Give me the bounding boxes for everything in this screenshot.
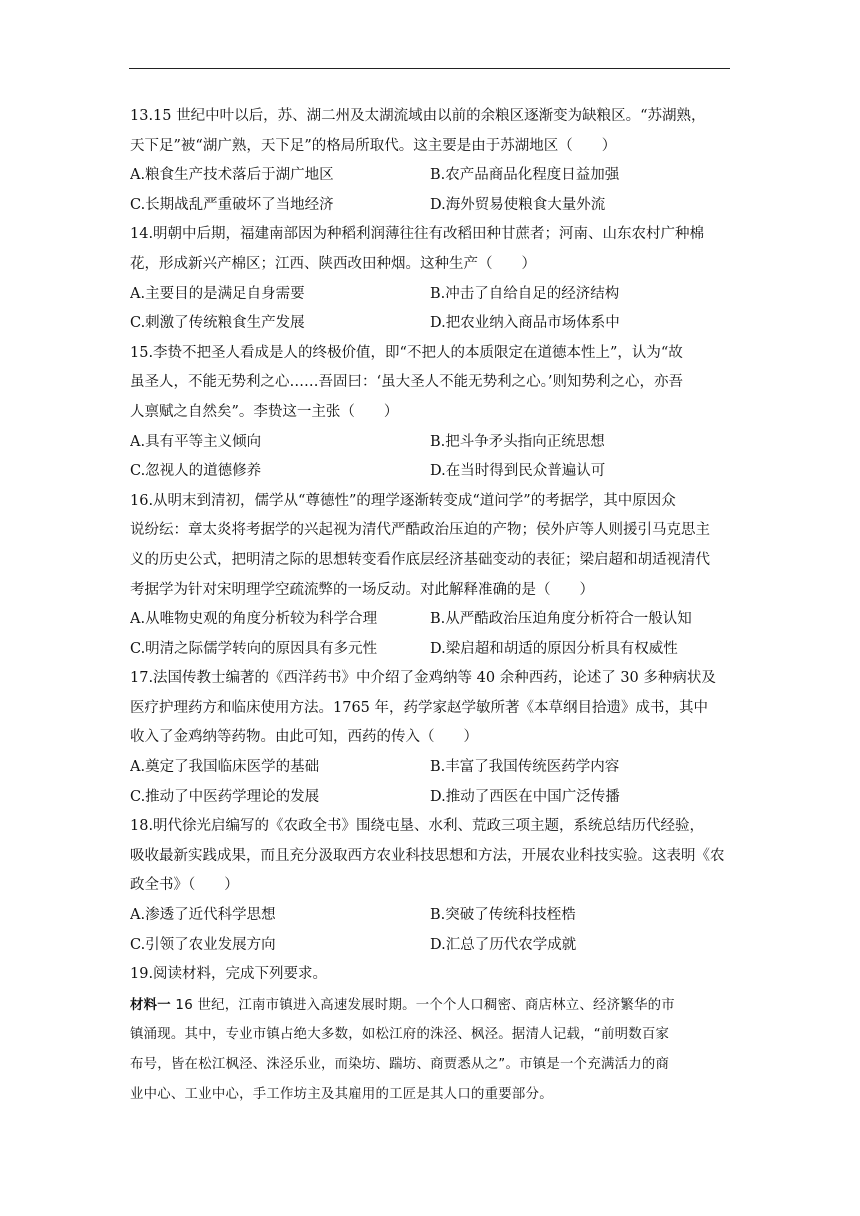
question-15-option-d: D.在当时得到民众普遍认可 (430, 463, 606, 480)
question-19 (130, 960, 732, 1109)
exam-content (130, 102, 732, 1109)
question-18 (130, 812, 732, 960)
header-rule (129, 68, 730, 69)
question-18-line-1: 18.明代徐光启编写的《农政全书》围绕屯垦、水利、荒政三项主题，系统总结历代经验， (130, 818, 705, 835)
question-18-line-2: 吸收最新实践成果，而且充分汲取西方农业科技思想和方法，开展农业科技实验。这表明《农 (130, 847, 725, 864)
question-14-option-d: D.把农业纳入商品市场体系中 (430, 315, 620, 332)
question-13-line-2: 天下足”被“湖广熟，天下足”的格局所取代。这主要是由于苏湖地区（ ） (130, 137, 617, 154)
question-17-line-1: 17.法国传教士编著的《西洋药书》中介绍了金鸡纳等 40 余种西药，论述了 30 多种病状及 (130, 670, 716, 687)
question-16-option-b: B.从严酷政治压迫角度分析符合一般认知 (430, 611, 692, 628)
question-14 (130, 220, 732, 338)
material-one-line-3: 布号，皆在松江枫泾、洙泾乐业，而染坊、踹坊、商贾悉从之”。市镇是一个充满活力的商 (130, 1057, 670, 1072)
question-15-option-a: A.具有平等主义倾向 (130, 433, 262, 450)
question-17 (130, 664, 732, 812)
question-17-option-c: C.推动了中医药学理论的发展 (130, 788, 320, 805)
question-18-option-a: A.渗透了近代科学思想 (130, 907, 276, 924)
question-16-options-row-2 (130, 635, 732, 665)
material-one-line-2: 镇涌现。其中，专业市镇占绝大多数，如松江府的洙泾、枫泾。据清人记载，“前明数百家 (130, 1027, 670, 1043)
question-17-line-2: 医疗护理药方和临床使用方法。1765 年，药学家赵学敏所著《本草纲目拾遗》成书，其中 (130, 699, 709, 716)
question-16-options-row-1 (130, 605, 732, 635)
question-13 (130, 102, 732, 220)
material-one-line-1 (130, 991, 732, 1021)
question-15-option-b: B.把斗争矛头指向正统思想 (430, 433, 605, 450)
question-17-line-3: 收入了金鸡纳等药物。由此可知，西药的传入（ ） (130, 729, 478, 746)
question-13-line-1: 13.15 世纪中叶以后，苏、湖二州及太湖流域由以前的余粮区逐渐变为缺粮区。“苏湖熟， (130, 108, 706, 124)
question-17-options-row-2 (130, 783, 732, 813)
question-14-option-a: A.主要目的是满足自身需要 (130, 285, 305, 302)
question-18-option-d: D.汇总了历代农学成就 (430, 936, 577, 953)
question-13-option-a: A.粮食生产技术落后于湖广地区 (130, 167, 334, 184)
question-16-line-2: 说纷纭：章太炎将考据学的兴起视为清代严酷政治压迫的产物；侯外庐等人则援引马克思主 (130, 522, 710, 539)
question-18-options-row-1 (130, 901, 732, 931)
question-15-options-row-2 (130, 457, 732, 487)
material-one-line-4: 业中心、工业中心，手工作坊主及其雇用的工匠是其人口的重要部分。 (130, 1086, 553, 1102)
question-16-option-c: C.明清之际儒学转向的原因具有多元性 (130, 640, 378, 657)
question-14-options-row-2 (130, 309, 732, 339)
question-14-options-row-1 (130, 280, 732, 310)
question-13-option-c: C.长期战乱严重破坏了当地经济 (130, 196, 334, 213)
question-16 (130, 487, 732, 665)
question-15-options-row-1 (130, 428, 732, 458)
question-17-options-row-1 (130, 753, 732, 783)
question-16-option-a: A.从唯物史观的角度分析较为科学合理 (130, 611, 378, 628)
question-13-options-row-2 (130, 191, 732, 221)
question-16-line-3: 义的历史公式，把明清之际的思想转变看作底层经济基础变动的表征；梁启超和胡适视清代 (130, 551, 710, 568)
question-15 (130, 339, 732, 487)
question-18-option-c: C.引领了农业发展方向 (130, 936, 276, 953)
material-one (130, 991, 732, 1109)
question-15-line-2: 虽圣人，不能无势利之心……吾固曰：‘虽大圣人不能无势利之心。’则知势利之心，亦吾 (130, 374, 683, 391)
question-17-option-b: B.丰富了我国传统医药学内容 (430, 759, 620, 776)
question-18-option-b: B.突破了传统科技桎梏 (430, 907, 576, 924)
question-15-line-3: 人禀赋之自然矣”。李贽这一主张（ ） (130, 403, 399, 420)
question-17-option-d: D.推动了西医在中国广泛传播 (430, 788, 620, 805)
question-16-line-4: 考据学为针对宋明理学空疏流弊的一场反动。对此解释准确的是（ ） (130, 581, 594, 598)
question-18-line-3: 政全书》（ ） (130, 877, 239, 894)
material-one-label: 材料一 (130, 997, 171, 1013)
question-19-intro: 19.阅读材料，完成下列要求。 (130, 966, 328, 983)
question-16-option-d: D.梁启超和胡适的原因分析具有权威性 (430, 640, 678, 657)
question-14-option-c: C.刺激了传统粮食生产发展 (130, 315, 305, 332)
question-18-options-row-2 (130, 931, 732, 961)
question-16-line-1: 16.从明末到清初，儒学从“尊德性”的理学逐渐转变成“道问学”的考据学，其中原因众 (130, 492, 676, 509)
question-14-line-2: 花，形成新兴产棉区；江西、陕西改田种烟。这种生产（ ） (130, 255, 536, 272)
question-14-option-b: B.冲击了自给自足的经济结构 (430, 285, 620, 302)
question-15-line-1: 15.李贽不把圣人看成是人的终极价值，即“不把人的本质限定在道德本性上”，认为“故 (130, 344, 683, 361)
question-13-option-d: D.海外贸易使粮食大量外流 (430, 196, 606, 213)
question-15-option-c: C.忽视人的道德修养 (130, 463, 262, 480)
question-13-option-b: B.农产品商品化程度日益加强 (430, 167, 620, 184)
material-one-text-1: 16 世纪，江南市镇进入高速发展时期。一个个人口稠密、商店林立、经济繁华的市 (170, 997, 675, 1013)
question-17-option-a: A.奠定了我国临床医学的基础 (130, 759, 320, 776)
question-14-line-1: 14.明朝中后期，福建南部因为种稻利润薄往往有改稻田种甘蔗者；河南、山东农村广种棉 (130, 226, 705, 243)
question-13-options-row-1 (130, 161, 732, 191)
